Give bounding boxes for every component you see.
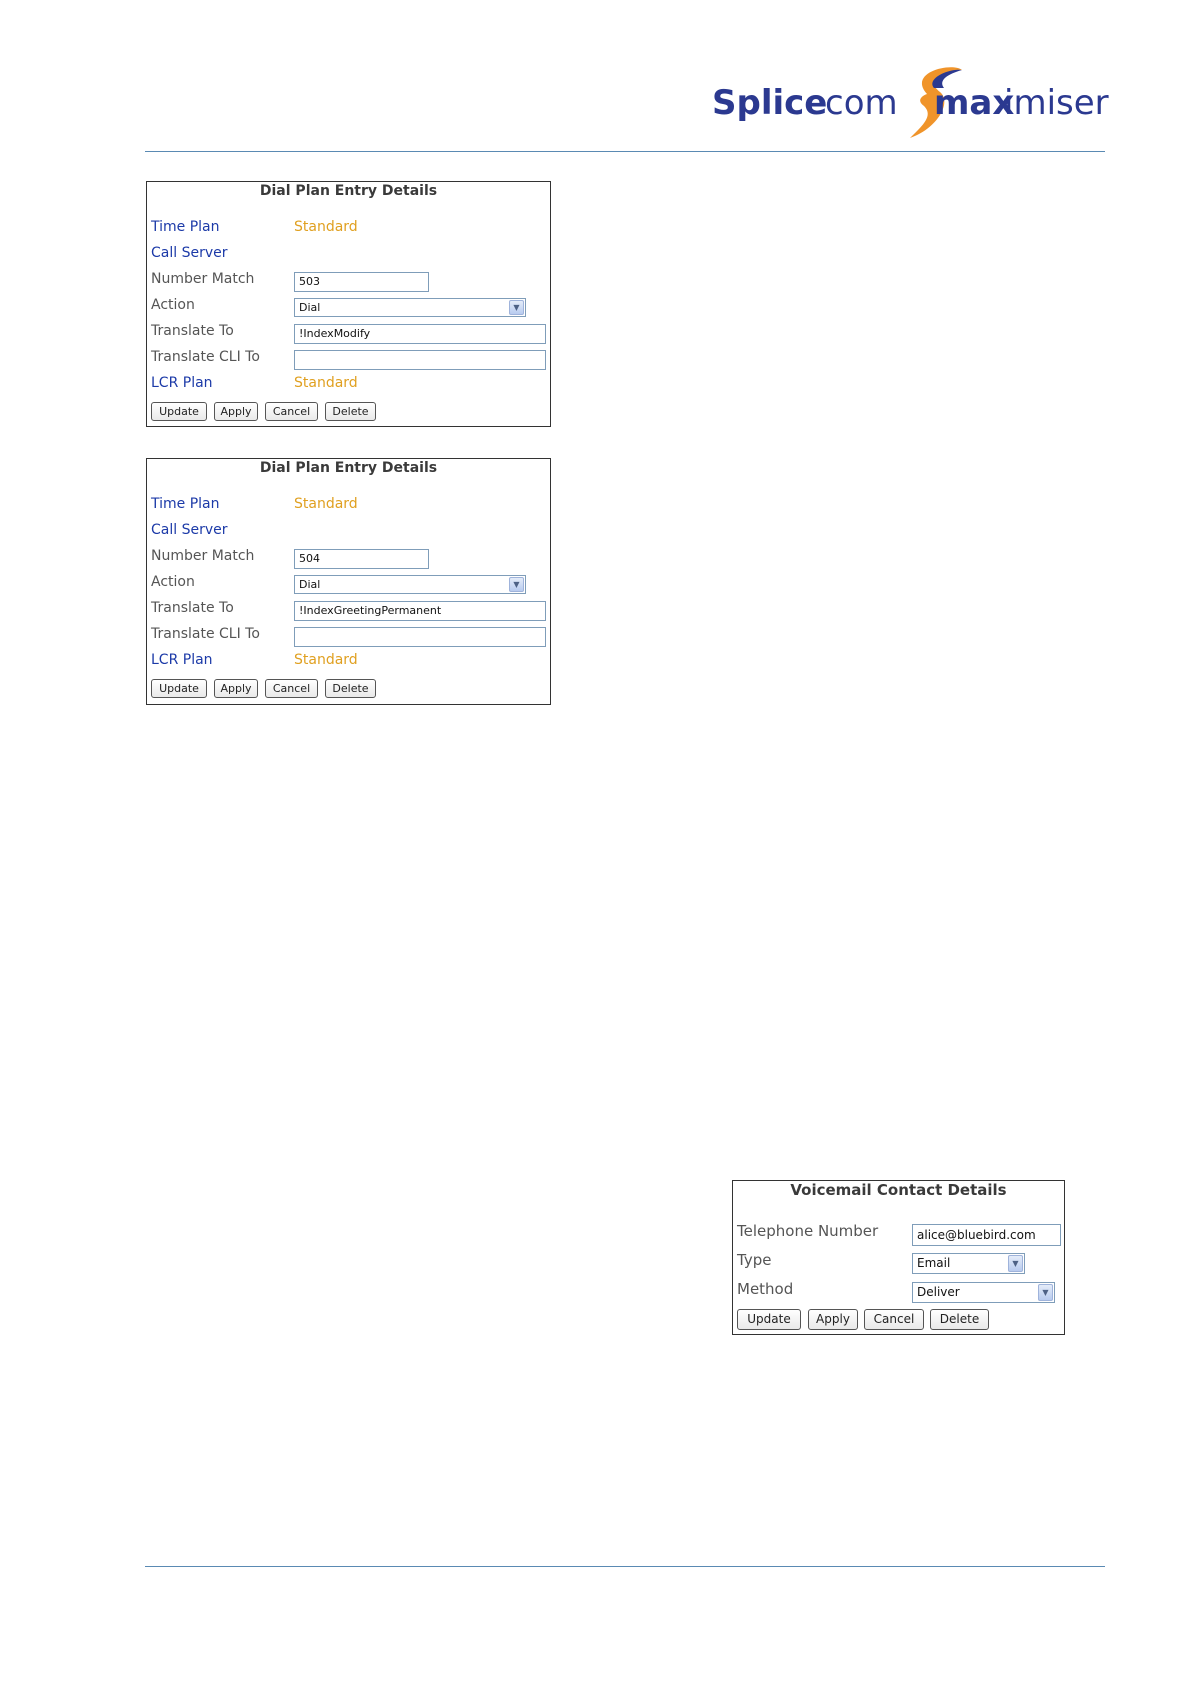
method-select[interactable] xyxy=(912,1282,1055,1303)
number-match-label: Number Match xyxy=(151,271,255,287)
action-select[interactable] xyxy=(294,298,526,317)
update-button[interactable]: Update xyxy=(151,402,207,421)
translate-cli-input[interactable] xyxy=(294,627,546,647)
action-label: Action xyxy=(151,297,195,313)
number-match-input[interactable]: 504 xyxy=(294,549,429,569)
splicecom-maximiser-logo xyxy=(712,62,1112,142)
lcr-plan-label[interactable]: LCR Plan xyxy=(151,375,213,391)
update-button[interactable]: Update xyxy=(737,1309,801,1330)
time-plan-label[interactable]: Time Plan xyxy=(151,219,220,235)
logo-text-imiser: imiser xyxy=(1004,83,1109,123)
delete-button[interactable]: Delete xyxy=(930,1309,989,1330)
number-match-input[interactable]: 503 xyxy=(294,272,429,292)
lcr-plan-value[interactable]: Standard xyxy=(294,375,358,391)
chevron-down-icon[interactable]: ▼ xyxy=(509,300,524,315)
apply-button[interactable]: Apply xyxy=(808,1309,858,1330)
translate-to-label: Translate To xyxy=(151,323,234,339)
cancel-button[interactable]: Cancel xyxy=(864,1309,924,1330)
dial-plan-panel-1 xyxy=(146,181,551,427)
dial-plan-panel-2 xyxy=(146,458,551,705)
chevron-down-icon[interactable]: ▼ xyxy=(1008,1255,1023,1272)
translate-cli-input[interactable] xyxy=(294,350,546,370)
lcr-plan-label[interactable]: LCR Plan xyxy=(151,652,213,668)
action-select-value: Dial xyxy=(299,301,321,314)
panel-title: Dial Plan Entry Details xyxy=(259,183,438,199)
call-server-label[interactable]: Call Server xyxy=(151,245,228,261)
translate-to-label: Translate To xyxy=(151,600,234,616)
cancel-button[interactable]: Cancel xyxy=(265,402,318,421)
type-label: Type xyxy=(737,1251,772,1269)
time-plan-value[interactable]: Standard xyxy=(294,219,358,235)
panel-title: Voicemail Contact Details xyxy=(790,1181,1007,1199)
translate-cli-label: Translate CLI To xyxy=(151,626,260,642)
footer-rule xyxy=(145,1566,1105,1567)
logo-text-splice: Splice xyxy=(712,83,828,123)
apply-button[interactable]: Apply xyxy=(214,402,258,421)
type-select[interactable] xyxy=(912,1253,1025,1274)
call-server-label[interactable]: Call Server xyxy=(151,522,228,538)
time-plan-label[interactable]: Time Plan xyxy=(151,496,220,512)
action-select[interactable] xyxy=(294,575,526,594)
delete-button[interactable]: Delete xyxy=(325,679,376,698)
voicemail-contact-panel xyxy=(732,1180,1065,1335)
type-select-value: Email xyxy=(917,1256,951,1270)
cancel-button[interactable]: Cancel xyxy=(265,679,318,698)
panel-title: Dial Plan Entry Details xyxy=(259,460,438,476)
translate-to-input[interactable]: !IndexModify xyxy=(294,324,546,344)
chevron-down-icon[interactable]: ▼ xyxy=(509,577,524,592)
chevron-down-icon[interactable]: ▼ xyxy=(1038,1284,1053,1301)
logo-text-com: com xyxy=(825,83,898,123)
translate-cli-label: Translate CLI To xyxy=(151,349,260,365)
number-match-label: Number Match xyxy=(151,548,255,564)
method-label: Method xyxy=(737,1280,794,1298)
apply-button[interactable]: Apply xyxy=(214,679,258,698)
update-button[interactable]: Update xyxy=(151,679,207,698)
logo-text-max: max xyxy=(934,83,1015,123)
telephone-number-input[interactable]: alice@bluebird.com xyxy=(912,1224,1061,1246)
action-select-value: Dial xyxy=(299,578,321,591)
translate-to-input[interactable]: !IndexGreetingPermanent xyxy=(294,601,546,621)
lcr-plan-value[interactable]: Standard xyxy=(294,652,358,668)
time-plan-value[interactable]: Standard xyxy=(294,496,358,512)
delete-button[interactable]: Delete xyxy=(325,402,376,421)
method-select-value: Deliver xyxy=(917,1285,960,1299)
header-rule xyxy=(145,151,1105,152)
action-label: Action xyxy=(151,574,195,590)
telephone-number-label: Telephone Number xyxy=(737,1222,879,1240)
